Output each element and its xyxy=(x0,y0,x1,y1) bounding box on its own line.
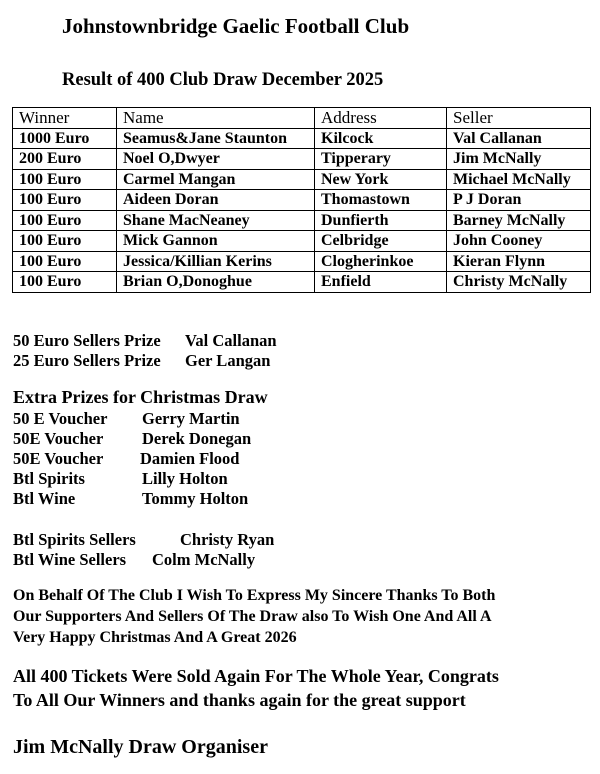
col-winner: Winner xyxy=(13,108,117,129)
prize-winner: Christy Ryan xyxy=(180,530,275,549)
prize-winner: Val Callanan xyxy=(185,331,277,350)
cell: 100 Euro xyxy=(13,190,117,211)
table-row xyxy=(13,251,591,272)
cell: John Cooney xyxy=(447,231,591,252)
cell: P J Doran xyxy=(447,190,591,211)
draw-title: Result of 400 Club Draw December 2025 xyxy=(62,70,384,90)
prize-winner: Damien Flood xyxy=(140,449,240,468)
cell: New York xyxy=(315,169,447,190)
thanks-line: Our Supporters And Sellers Of The Draw also To Wish One And All A xyxy=(13,608,492,625)
table-row xyxy=(13,149,591,170)
prize-winner: Derek Donegan xyxy=(142,429,252,448)
signoff: Jim McNally Draw Organiser xyxy=(13,736,268,758)
sold-line: To All Our Winners and thanks again for the great support xyxy=(13,690,466,710)
prize-label: Btl Wine xyxy=(13,489,76,508)
table-row xyxy=(13,272,591,293)
extra-prizes-heading: Extra Prizes for Christmas Draw xyxy=(13,387,268,407)
cell: Mick Gannon xyxy=(117,231,315,252)
cell: Jim McNally xyxy=(447,149,591,170)
table-header-row xyxy=(13,108,591,129)
thanks-line: On Behalf Of The Club I Wish To Express My Sincere Thanks To Both xyxy=(13,587,496,604)
table-row xyxy=(13,128,591,149)
table-row xyxy=(13,231,591,252)
club-title: Johnstownbridge Gaelic Football Club xyxy=(62,14,410,38)
prize-winner: Colm McNally xyxy=(152,550,256,569)
sellers-prize-2 xyxy=(13,351,271,371)
prize-winner: Ger Langan xyxy=(185,351,271,370)
cell: Tipperary xyxy=(315,149,447,170)
cell: Enfield xyxy=(315,272,447,293)
cell: Carmel Mangan xyxy=(117,169,315,190)
extra-prize-5 xyxy=(13,489,249,509)
extra-prize-2 xyxy=(13,429,252,449)
thanks-paragraph xyxy=(13,585,495,648)
col-seller: Seller xyxy=(447,108,591,129)
col-address: Address xyxy=(315,108,447,129)
extra-prize-4 xyxy=(13,469,228,489)
cell: Barney McNally xyxy=(447,210,591,231)
cell: Val Callanan xyxy=(447,128,591,149)
cell: Kilcock xyxy=(315,128,447,149)
cell: 200 Euro xyxy=(13,149,117,170)
prize-label: Btl Spirits xyxy=(13,469,85,488)
cell: Thomastown xyxy=(315,190,447,211)
cell: Jessica/Killian Kerins xyxy=(117,251,315,272)
btl-wine-sellers xyxy=(13,550,256,570)
cell: Shane MacNeaney xyxy=(117,210,315,231)
sold-line: All 400 Tickets Were Sold Again For The Whole Year, Congrats xyxy=(13,666,499,686)
cell: Noel O,Dwyer xyxy=(117,149,315,170)
sellers-prize-1 xyxy=(13,331,277,351)
cell: 100 Euro xyxy=(13,210,117,231)
extra-prize-3 xyxy=(13,449,240,469)
cell: Brian O,Donoghue xyxy=(117,272,315,293)
thanks-line: Very Happy Christmas And A Great 2026 xyxy=(13,629,297,646)
sold-paragraph xyxy=(13,664,499,712)
table-row xyxy=(13,169,591,190)
cell: Kieran Flynn xyxy=(447,251,591,272)
cell: 100 Euro xyxy=(13,169,117,190)
btl-spirits-sellers xyxy=(13,530,275,550)
prize-label: Btl Spirits Sellers xyxy=(13,530,136,549)
prize-label: 25 Euro Sellers Prize xyxy=(13,351,161,370)
cell: Seamus&Jane Staunton xyxy=(117,128,315,149)
prize-label: 50E Voucher xyxy=(13,429,104,448)
cell: Christy McNally xyxy=(447,272,591,293)
prize-label: Btl Wine Sellers xyxy=(13,550,127,569)
prize-label: 50E Voucher xyxy=(13,449,104,468)
col-name: Name xyxy=(117,108,315,129)
table-row xyxy=(13,210,591,231)
cell: 100 Euro xyxy=(13,272,117,293)
cell: 100 Euro xyxy=(13,231,117,252)
cell: Michael McNally xyxy=(447,169,591,190)
cell: 100 Euro xyxy=(13,251,117,272)
prize-winner: Tommy Holton xyxy=(142,489,249,508)
cell: Clogherinkoe xyxy=(315,251,447,272)
extra-prize-1 xyxy=(13,409,240,429)
prize-winner: Gerry Martin xyxy=(142,409,240,428)
cell: Aideen Doran xyxy=(117,190,315,211)
cell: 1000 Euro xyxy=(13,128,117,149)
cell: Dunfierth xyxy=(315,210,447,231)
results-table xyxy=(12,107,591,293)
prize-label: 50 Euro Sellers Prize xyxy=(13,331,161,350)
table-row xyxy=(13,190,591,211)
prize-label: 50 E Voucher xyxy=(13,409,108,428)
cell: Celbridge xyxy=(315,231,447,252)
prize-winner: Lilly Holton xyxy=(142,469,228,488)
